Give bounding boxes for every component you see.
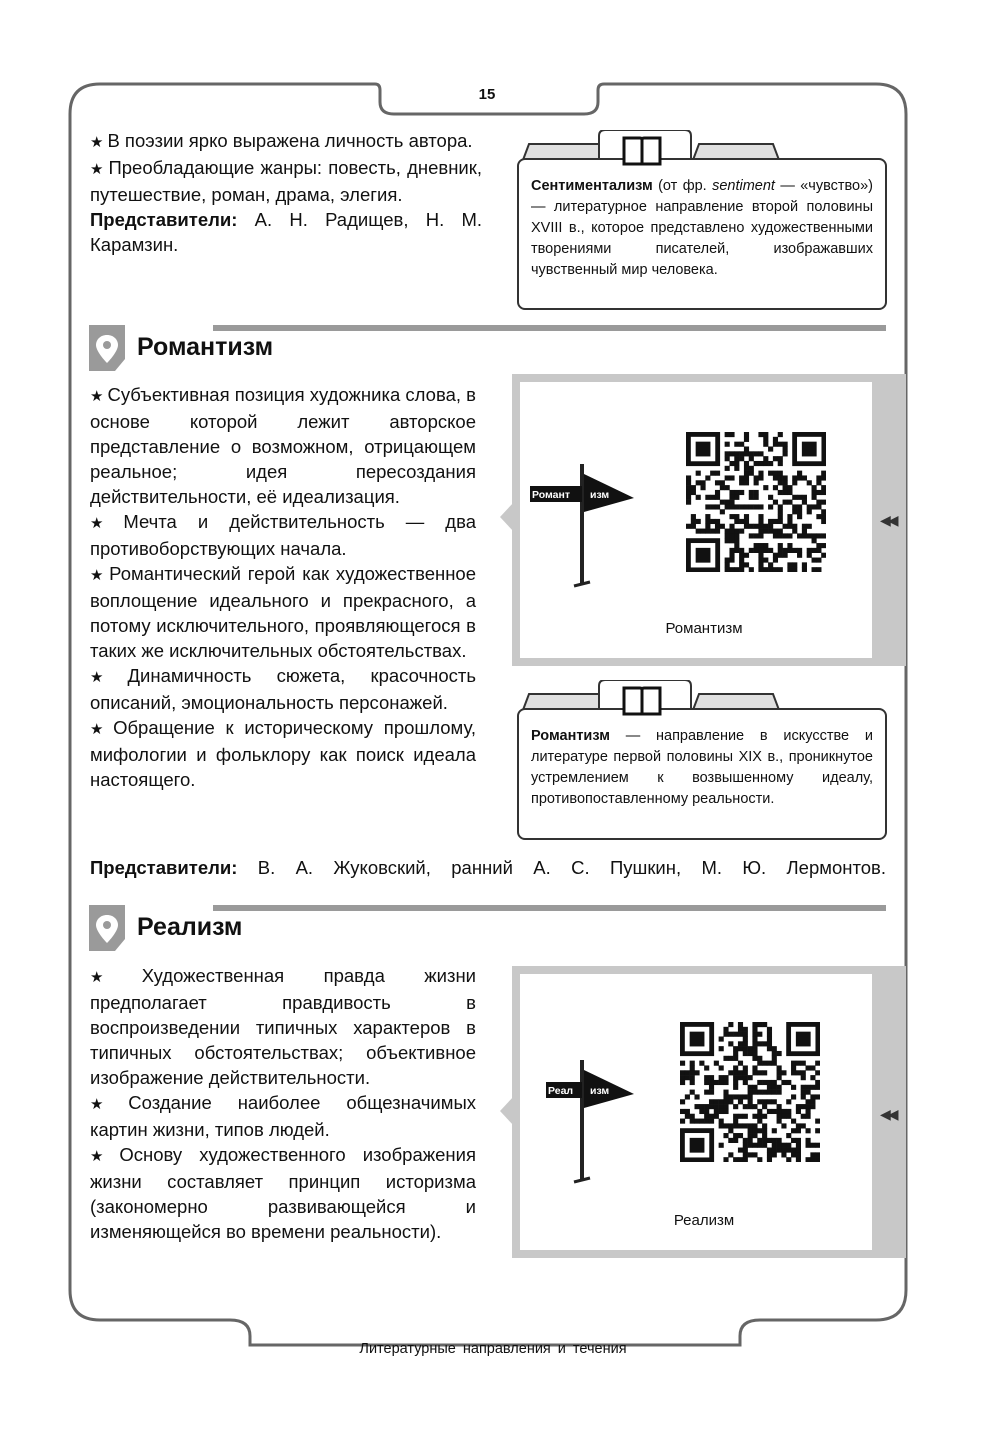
realism-bullets <box>90 963 476 1244</box>
rewind-icon[interactable]: ◀◀ <box>880 1106 896 1122</box>
representatives: Представители: А. Н. Радищев, Н. М. Карамзин. <box>90 209 482 255</box>
list-item: ★ Мечта и действительность — два противоборствующих начала. <box>90 511 476 559</box>
page-number: 15 <box>478 86 496 103</box>
section-header-romanticism <box>89 325 886 371</box>
qr-caption: Романтизм <box>665 620 743 637</box>
star-icon: ★ <box>90 1148 116 1165</box>
star-icon: ★ <box>90 515 120 532</box>
star-icon: ★ <box>90 567 106 584</box>
flag-label: Романт <box>532 489 570 501</box>
qr-code-icon[interactable] <box>680 1022 820 1162</box>
qr-code-icon[interactable] <box>686 432 826 572</box>
star-icon: ★ <box>90 161 105 178</box>
sentimentalism-bullets <box>90 128 482 257</box>
footer-title: Литературные направления и течения <box>359 1341 627 1357</box>
qr-caption: Реализм <box>673 1212 735 1229</box>
definition-card-romanticism <box>517 680 887 840</box>
list-item: ★ Преобладающие жанры: повесть, дневник, путешествие, роман, драма, элегия. <box>90 157 482 205</box>
romanticism-bullets <box>90 382 476 792</box>
list-item: ★ В поэзии ярко выражена личность автора. <box>90 130 473 151</box>
location-pin-icon <box>89 905 125 951</box>
section-divider <box>213 905 886 911</box>
list-item: ★ Создание наиболее общезначимых картин жизни, типов людей. <box>90 1092 476 1140</box>
section-divider <box>213 325 886 331</box>
qr-card-inner <box>520 974 872 1250</box>
star-icon: ★ <box>90 1096 125 1113</box>
open-book-icon <box>622 684 662 718</box>
flag-icon <box>524 1054 644 1184</box>
star-icon: ★ <box>90 134 104 151</box>
qr-card-inner <box>520 382 872 658</box>
list-item: ★ Субъективная позиция художника слова, в основе которой лежит авторское представление о возможном, отрицающем реальное; идея пересоздания действительности, её идеализация. <box>90 384 477 507</box>
rewind-icon[interactable]: ◀◀ <box>880 512 896 528</box>
star-icon: ★ <box>90 669 124 686</box>
flag-label: изм <box>590 1085 610 1097</box>
list-item: ★ Динамичность сюжета, красочность описаний, эмоциональность персонажей. <box>90 665 476 713</box>
star-icon: ★ <box>90 721 110 738</box>
star-icon: ★ <box>90 969 138 986</box>
section-header-realism <box>89 905 886 951</box>
star-icon: ★ <box>90 388 104 405</box>
list-item: ★ Обращение к историческому прошлому, мифологии и фольклору как поиск идеала настоящего. <box>90 717 476 790</box>
list-item: ★ Художественная правда жизни предполагает правдивость в воспроизведении типичных характеров в типичных обстоятельствах; объективное изображение действительности. <box>90 965 476 1088</box>
section-title: Романтизм <box>137 333 274 361</box>
qr-card-realism <box>512 966 906 1258</box>
definition-card-sentimentalism <box>517 130 887 310</box>
flag-label: Реал <box>548 1085 574 1097</box>
list-item: ★ Романтический герой как художественное воплощение идеального и прекрасного, а потому исключительного, проявляющегося в таких же исключительных обстоятельствах. <box>90 563 477 661</box>
section-title: Реализм <box>137 913 243 941</box>
qr-card-romanticism <box>512 374 906 666</box>
definition-text: Романтизм — направление в искусстве и литературе первой половины XIX в., проникнутое устремлением к возвышенному идеалу, противопоставленному реальности. <box>517 708 887 840</box>
flag-icon <box>524 458 644 588</box>
location-pin-icon <box>89 325 125 371</box>
definition-text: Сентиментализм (от фр. sentiment — «чувство») — литературное направление второй половины XVIII в., которое представлено художественными творениями писателей, изображавших чувственный мир человека. <box>517 158 887 310</box>
representatives-romanticism: Представители: В. А. Жуковский, ранний А. С. Пушкин, М. Ю. Лермонтов. <box>90 857 887 878</box>
flag-label: изм <box>590 489 610 501</box>
open-book-icon <box>622 134 662 168</box>
list-item: ★ Основу художественного изображения жизни составляет принцип историзма (закономерно развивающейся и изменяющейся во времени реальности). <box>90 1144 476 1242</box>
